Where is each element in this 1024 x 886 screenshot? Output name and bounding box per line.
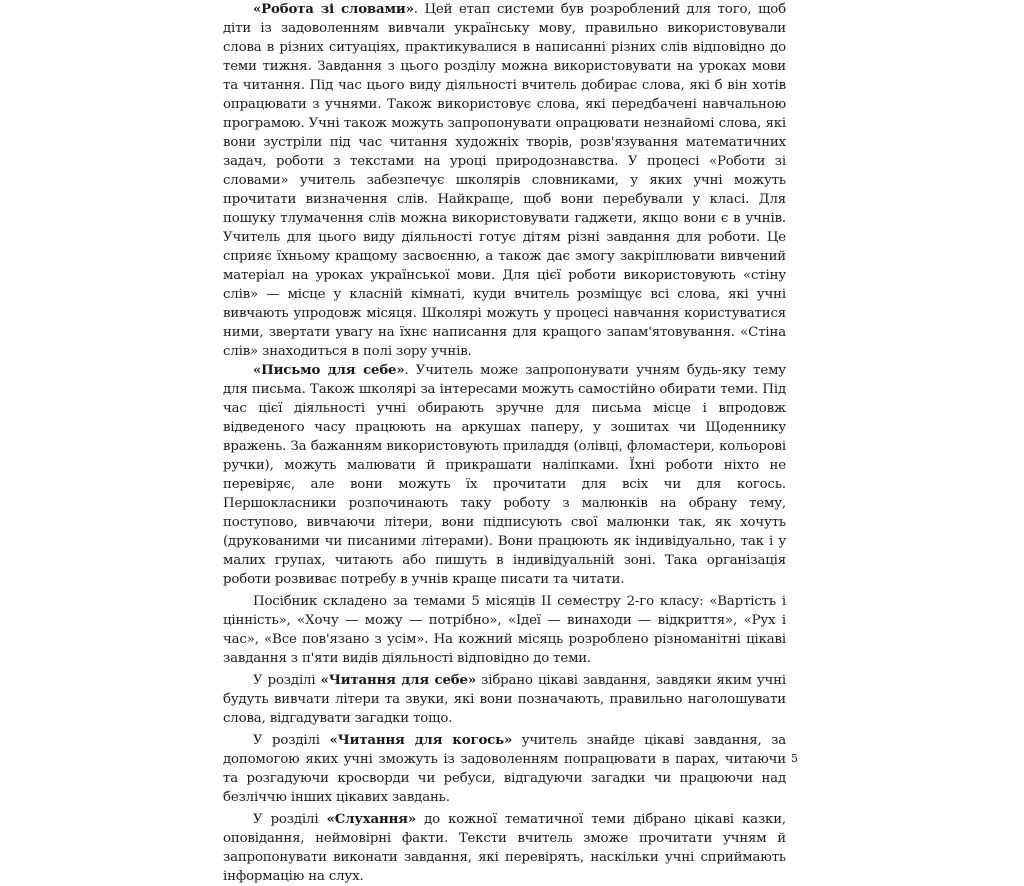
paragraph-word-work <box>223 0 786 361</box>
term-listening: «Слухання» <box>326 812 416 827</box>
paragraph-body: Посібник складено за темами 5 місяців ІІ семестру 2-го класу: «Вартість і цінність», «Хочу — можу — потрібно», «Ідеї — винаходи — відкриття», «Рух і час», «Все пов'язано з усім». На кожний місяць розроблено різноманітні цікаві завдання з п'яти видів діяльності відповідно до теми. <box>223 594 786 666</box>
term-reading-for-others: «Читання для когось» <box>329 733 513 748</box>
paragraph-listening <box>223 810 786 886</box>
paragraph-prefix: У розділі <box>253 733 330 748</box>
page-number: 5 <box>791 752 798 765</box>
paragraph-prefix: У розділі <box>253 812 327 827</box>
term-word-work: «Робота зі словами» <box>253 2 414 17</box>
body-text <box>223 0 786 886</box>
paragraph-body: зібрано цікаві завдання, завдяки яким учні будуть вивчати літери та звуки, які вони позначають, правильно наголошувати слова, відгадувати загадки тощо. <box>223 673 786 726</box>
paragraph-body: . Цей етап системи був розроблений для того, щоб діти із задоволенням вивчали українську мову, правильно використовували слова в різних ситуаціях, практикувалися в написанні різних слів відповідно до теми тижня. Завдання з цього розділу можна використовувати на уроках мови та читання. Під час цього виду діяльності вчитель добирає слова, які б він хотів опрацювати з учнями. Також використовує слова, які передбачені навчальною програмою. Учні також можуть запропонувати опрацювати незнайомі слова, які вони зустріли під час читання художніх творів, розв'язування математичних задач, роботи з текстами на уроці природознавства. У процесі «Роботи зі словами» учитель забезпечує школярів словниками, у яких учні можуть прочитати визначення слів. Найкраще, щоб вони перебували у класі. Для пошуку тлумачення слів можна використовувати гаджети, якщо вони є в учнів. Учитель для цього виду діяльності готує дітям різні завдання для роботи. Це сприяє їхньому кращому засвоєнню, а також дає змогу закріплювати вивчений матеріал на уроках української мови. Для цієї роботи використовують «стіну слів» — місце у класній кімнаті, куди вчитель розміщує всі слова, які учні вивчають упродовж місяця. Школярі можуть у процесі навчання користуватися ними, звертати увагу на їхнє написання для кращого запам'ятовування. «Стіна слів» знаходиться в полі зору учнів. <box>223 2 786 359</box>
paragraph-body: учитель знайде цікаві завдання, за допомогою яких учні зможуть із задоволенням попрацювати в парах, читаючи та розгадуючи кросворди чи ребуси, відгадуючи загадки чи працюючи над безліччю інших цікавих завдань. <box>223 733 786 805</box>
term-writing-for-self: «Письмо для себе» <box>253 363 405 378</box>
paragraph-body: до кожної тематичної теми дібрано цікаві казки, оповідання, неймовірні факти. Тексти вчитель зможе прочитати учням й запропонувати виконати завдання, які перевірять, наскільки учні сприймають інформацію на слух. <box>223 812 786 884</box>
paragraph-writing-for-self <box>223 361 786 589</box>
paragraph-manual-structure <box>223 592 786 668</box>
paragraph-reading-for-others <box>223 731 786 807</box>
paragraph-body: . Учитель може запропонувати учням будь-яку тему для письма. Також школярі за інтересами можуть самостійно обирати теми. Під час цієї діяльності учні обирають зручне для письма місце і впродовж відведеного часу працюють на аркушах паперу, у зошитах чи Щоденнику вражень. За бажанням використовують приладдя (олівці, фломастери, кольорові ручки), можуть малювати й прикрашати наліпками. Їхні роботи ніхто не перевіряє, але вони можуть їх прочитати для всіх чи для когось. Першокласники розпочинають таку роботу з малюнків на обрану тему, поступово, вивчаючи літери, вони підписують свої малюнки так, як хочуть (друкованими чи писаними літерами). Вони працюють як індивідуально, так і у малих групах, читають або пишуть в індивідуальній зоні. Така організація роботи розвиває потребу в учнів краще писати та читати. <box>223 363 786 587</box>
paragraph-reading-for-self <box>223 671 786 728</box>
term-reading-for-self: «Читання для себе» <box>320 673 476 688</box>
paragraph-prefix: У розділі <box>253 673 321 688</box>
